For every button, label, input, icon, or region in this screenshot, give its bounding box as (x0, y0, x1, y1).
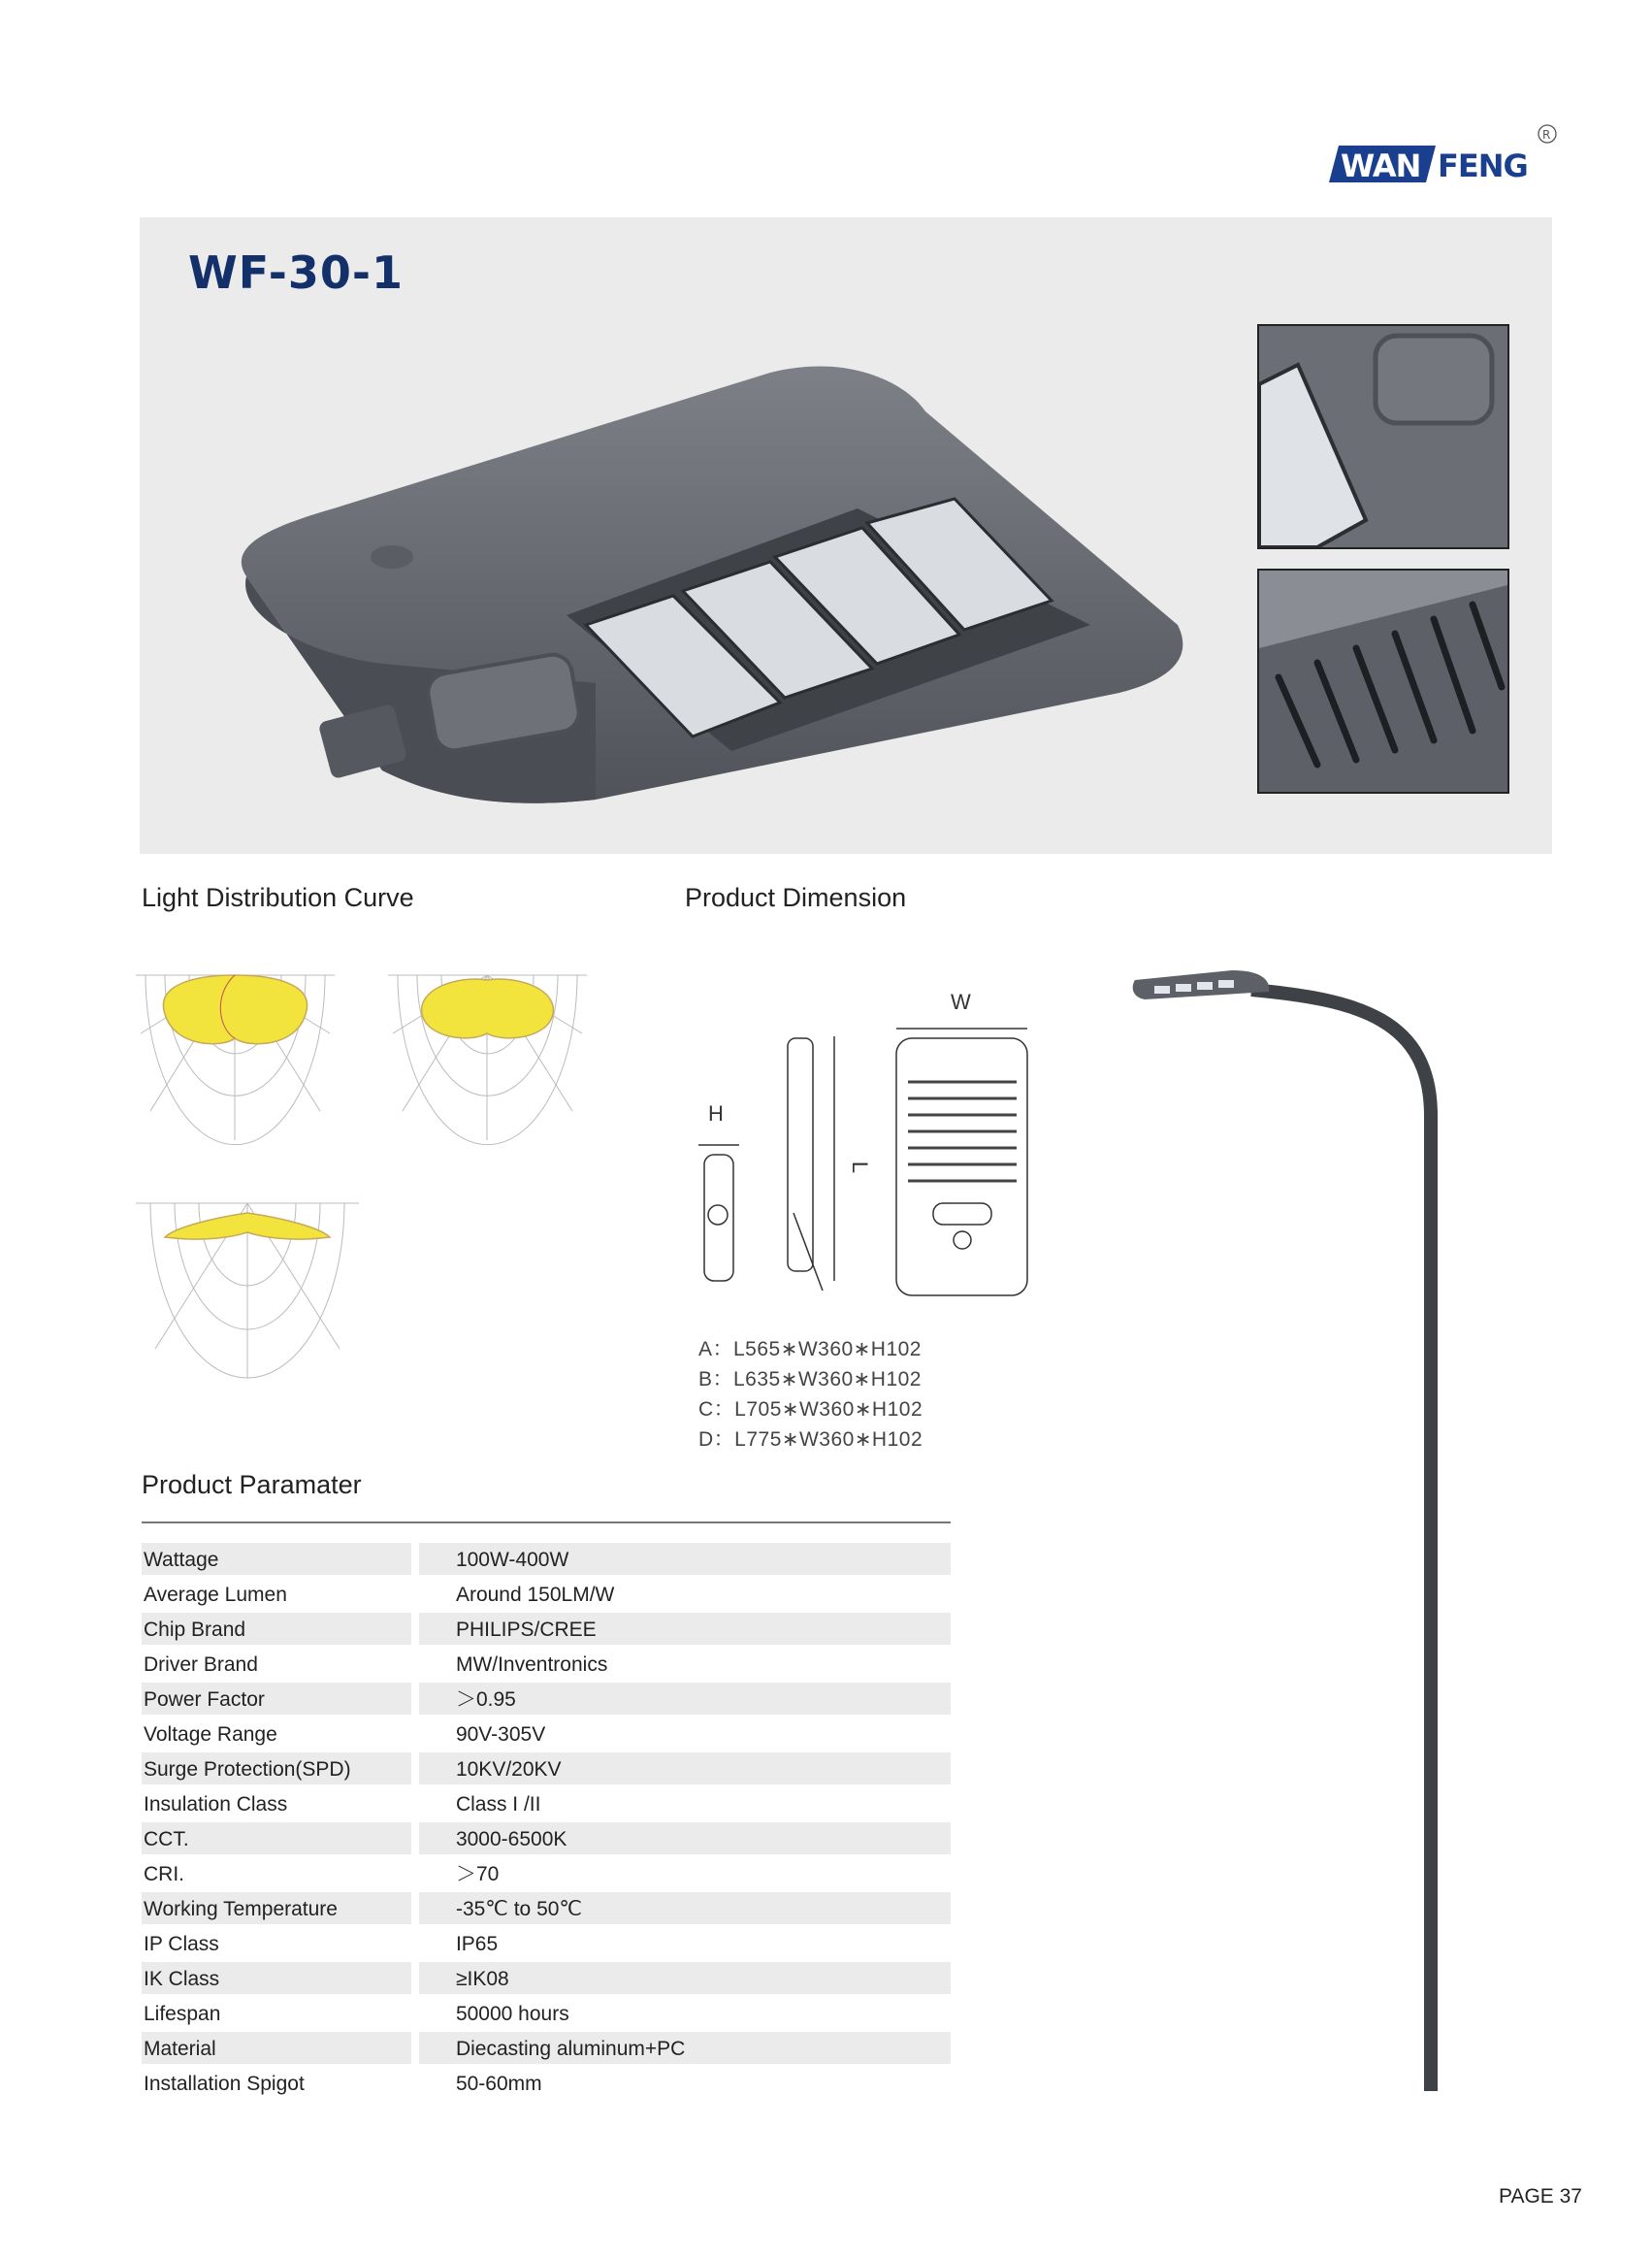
table-row (142, 1578, 951, 1613)
param-value: IP65 (455, 1933, 499, 1955)
param-value: 100W-400W (419, 1543, 951, 1575)
param-key: Average Lumen (144, 1584, 287, 1606)
table-row (142, 1648, 951, 1683)
param-key: CCT. (142, 1822, 411, 1854)
param-key: IP Class (144, 1933, 219, 1955)
table-row (142, 1787, 951, 1822)
dimension-item: C：L705∗W360∗H102 (698, 1398, 923, 1421)
param-value: Class I /II (455, 1793, 541, 1815)
param-value: 50-60mm (455, 2073, 542, 2095)
param-key: Insulation Class (144, 1793, 288, 1815)
dimension-item: A：L565∗W360∗H102 (698, 1338, 922, 1360)
param-value: Around 150LM/W (455, 1584, 615, 1606)
product-hero (140, 217, 1552, 854)
dimension-item: D：L775∗W360∗H102 (698, 1428, 923, 1451)
svg-text:R: R (1542, 128, 1551, 142)
parameter-table (142, 1543, 951, 2102)
param-value: MW/Inventronics (455, 1653, 608, 1676)
model-title: WF-30-1 (188, 246, 404, 299)
param-value: ≥IK08 (419, 1962, 951, 1994)
param-value: ＞0.95 (419, 1683, 951, 1715)
table-row (142, 1857, 951, 1892)
param-value: 3000-6500K (419, 1822, 951, 1854)
polar-curve-3 (136, 1184, 359, 1392)
dimension-item: B：L635∗W360∗H102 (698, 1368, 922, 1390)
param-value: ＞70 (455, 1863, 500, 1885)
table-row (142, 2067, 951, 2102)
svg-text:FENG: FENG (1438, 147, 1528, 184)
table-row (142, 1997, 951, 2032)
table-row (142, 1543, 951, 1578)
param-key: Wattage (142, 1543, 411, 1575)
table-row (142, 1962, 951, 1997)
param-key: Driver Brand (144, 1653, 258, 1676)
table-row (142, 1613, 951, 1648)
param-key: CRI. (144, 1863, 184, 1885)
table-row (142, 1892, 951, 1927)
param-key: Lifespan (144, 2003, 221, 2025)
height-label: H (708, 1101, 724, 1126)
param-value: -35℃ to 50℃ (419, 1892, 951, 1924)
light-distribution-title: Light Distribution Curve (142, 883, 414, 912)
polar-curve-1 (136, 956, 335, 1160)
brand-logo (1329, 116, 1562, 184)
param-key: Voltage Range (144, 1723, 277, 1746)
length-label: L (848, 1161, 873, 1174)
product-dimension-title: Product Dimension (685, 883, 907, 912)
product-parameter-title: Product Paramater (142, 1470, 362, 1499)
detail-image-led-module (1257, 324, 1509, 549)
page-number: PAGE 37 (1499, 2185, 1582, 2208)
dimension-list (698, 1334, 923, 1455)
table-row (142, 1927, 951, 1962)
svg-text:WAN: WAN (1341, 147, 1421, 184)
street-light-image (188, 343, 1216, 833)
param-value: PHILIPS/CREE (419, 1613, 951, 1645)
param-key: Material (142, 2032, 411, 2064)
param-key: Installation Spigot (144, 2073, 305, 2095)
polar-curve-2 (388, 956, 587, 1160)
detail-image-heat-sink (1257, 569, 1509, 794)
param-value: 50000 hours (455, 2003, 569, 2025)
table-row (142, 2032, 951, 2067)
param-value: Diecasting aluminum+PC (419, 2032, 951, 2064)
table-row (142, 1683, 951, 1717)
dimension-drawing (679, 990, 1067, 1304)
table-row (142, 1822, 951, 1857)
param-value: 90V-305V (455, 1723, 546, 1746)
width-label: W (951, 990, 971, 1014)
param-key: Surge Protection(SPD) (142, 1752, 411, 1784)
param-key: IK Class (142, 1962, 411, 1994)
param-key: Chip Brand (142, 1613, 411, 1645)
section-divider (142, 1521, 951, 1523)
pole-image (1125, 961, 1455, 2100)
param-key: Working Temperature (142, 1892, 411, 1924)
param-value: 10KV/20KV (419, 1752, 951, 1784)
table-row (142, 1717, 951, 1752)
param-key: Power Factor (142, 1683, 411, 1715)
table-row (142, 1752, 951, 1787)
